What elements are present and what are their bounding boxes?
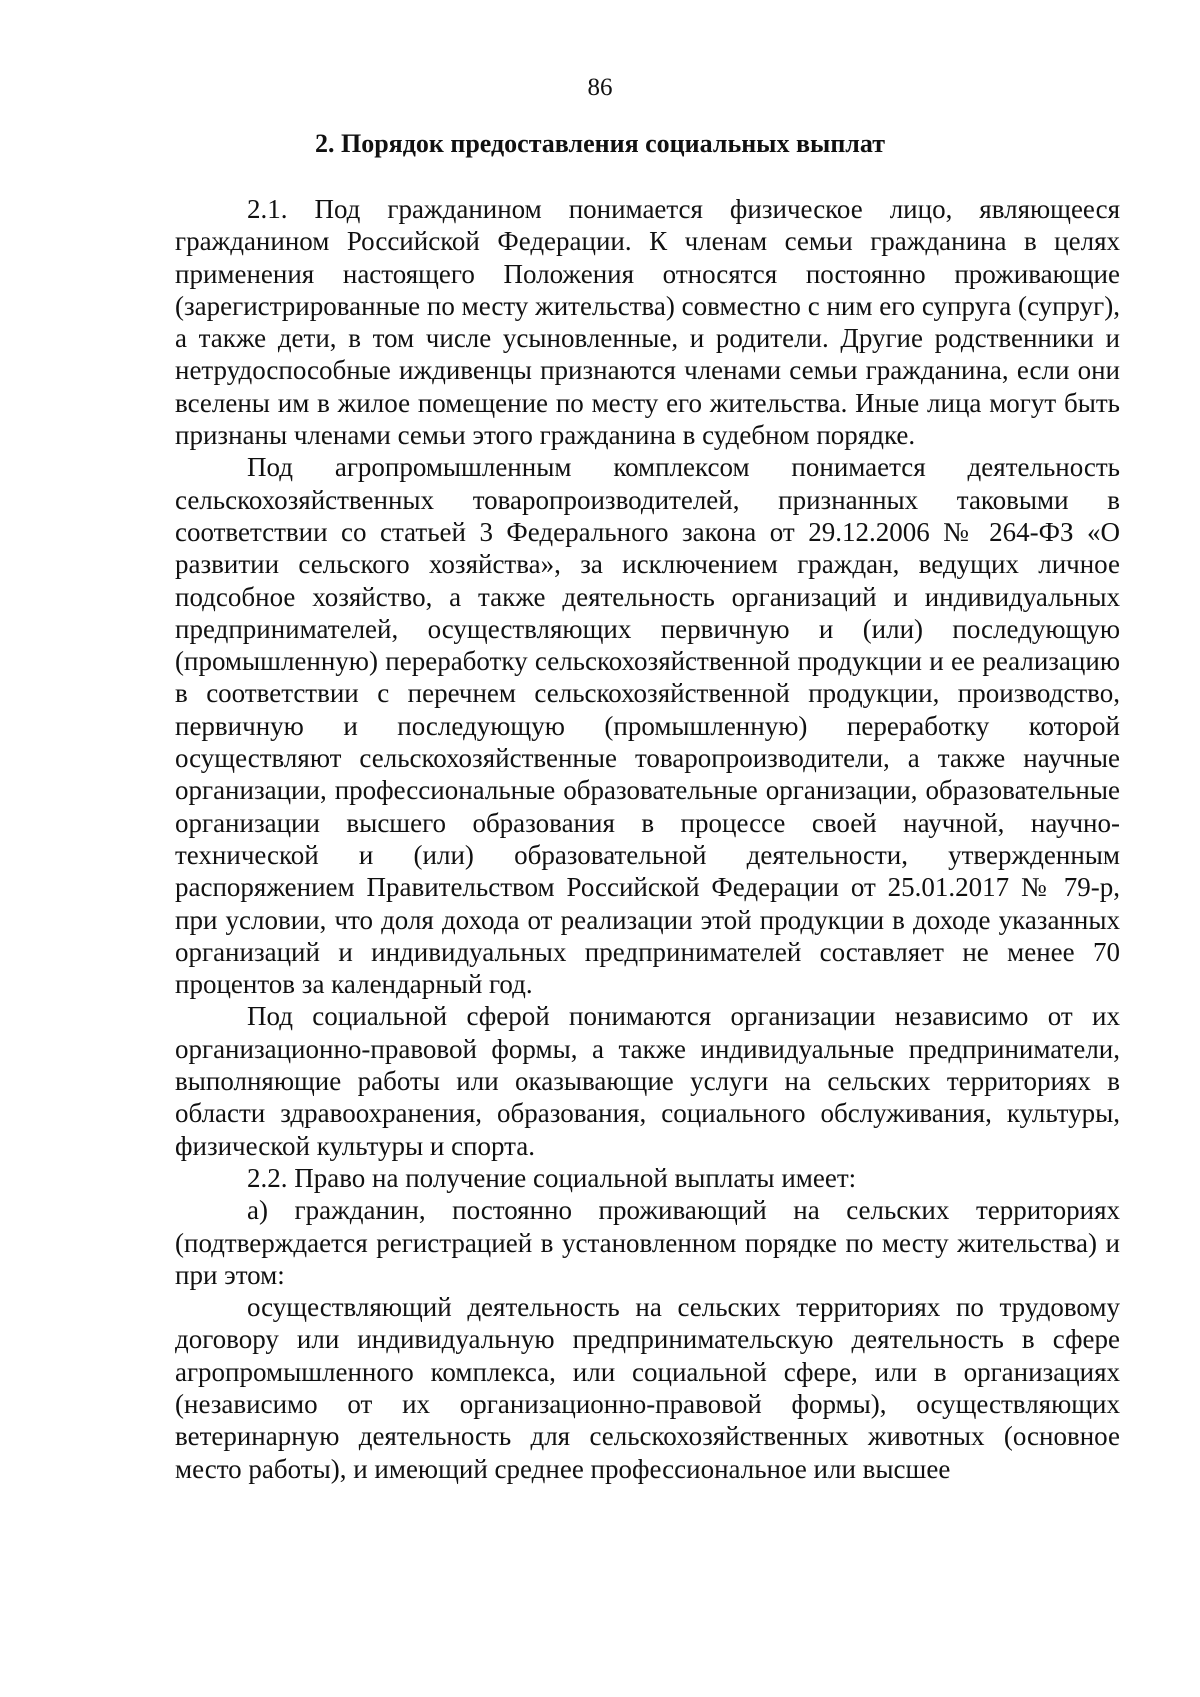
paragraph-2-1: 2.1. Под гражданином понимается физическое лицо, являющееся гражданином Российской Федерации. К членам семьи гражданина в целях применения настоящего Положения относятся постоянно проживающие (зарегистрированные по месту жительства) совместно с ним его супруга (супруг), а также дети, в том числе усыновленные, и родители. Другие родственники и нетрудоспособные иждивенцы признаются членами семьи гражданина, если они вселены им в жилое помещение по месту его жительства. Иные лица могут быть признаны членами семьи этого гражданина в судебном порядке. [175,194,1120,451]
page-number: 86 [587,74,613,101]
paragraph-employment-condition: осуществляющий деятельность на сельских территориях по трудовому договору или индивидуальную предпринимательскую деятельность в сфере агропромышленного комплекса, или социальной сфере, или в организациях (независимо от их организационно-правовой формы), осуществляющих ветеринарную деятельность для сельскохозяйственных животных (основное место работы), и имеющий среднее профессиональное или высшее [175,1292,1120,1484]
paragraph-2-2: 2.2. Право на получение социальной выплаты имеет: [247,1162,857,1193]
paragraph-agro-complex: Под агропромышленным комплексом понимается деятельность сельскохозяйственных товаропроизводителей, признанных таковыми в соответствии со статьей 3 Федерального закона от 29.12.2006 № 264-ФЗ «О развитии сельского хозяйства», за исключением граждан, ведущих личное подсобное хозяйство, а также деятельность организаций и индивидуальных предпринимателей, осуществляющих первичную и (или) последующую (промышленную) переработку сельскохозяйственной продукции и ее реализацию в соответствии с перечнем сельскохозяйственной продукции, производство, первичную и последующую (промышленную) переработку которой осуществляют сельскохозяйственные товаропроизводители, а также научные организации, профессиональные образовательные организации, образовательные организации высшего образования в процессе своей научной, научно-технической и (или) образовательной деятельности, утвержденным распоряжением Правительством Российской Федерации от 25.01.2017 № 79-р, при условии, что доля дохода от реализации этой продукции в доходе указанных организаций и индивидуальных предпринимателей составляет не менее 70 процентов за календарный год. [175,452,1120,1000]
section-title: 2. Порядок предоставления социальных выплат [314,129,885,158]
body-text [175,193,1120,1485]
paragraph-2-2-a: а) гражданин, постоянно проживающий на сельских территориях (подтверждается регистрацией в установленном порядке по месту жительства) и при этом: [175,1195,1120,1290]
paragraph-social-sphere: Под социальной сферой понимаются организации независимо от их организационно-правовой формы, а также индивидуальные предприниматели, выполняющие работы или оказывающие услуги на сельских территориях в области здравоохранения, образования, социального обслуживания, культуры, физической культуры и спорта. [175,1001,1120,1161]
